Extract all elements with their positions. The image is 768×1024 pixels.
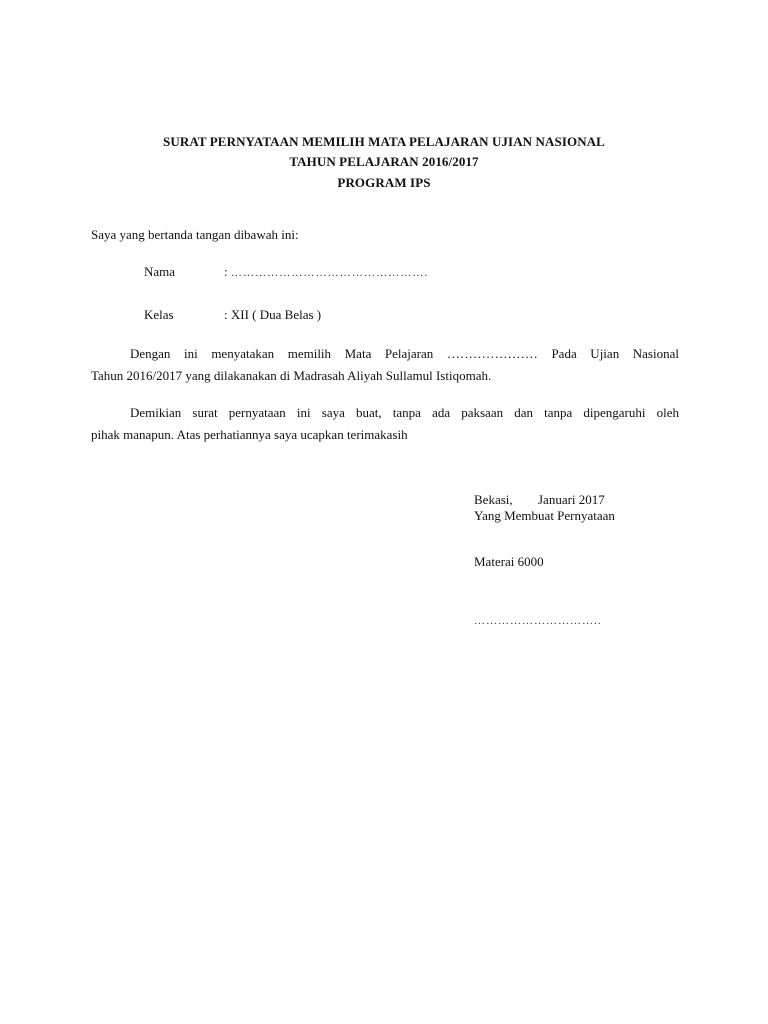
nama-label: Nama <box>144 264 176 279</box>
nama-value: …………………………………………. <box>230 267 429 279</box>
signature-name-line: ………………………….. <box>474 615 602 627</box>
paragraph-statement-line-1: Dengan ini menyatakan memilih Mata Pelajaran ………………… Pada Ujian Nasional <box>130 346 679 361</box>
title-line-3: PROGRAM IPS <box>337 175 431 190</box>
kelas-value: : XII ( Dua Belas ) <box>224 307 322 322</box>
signature-date: Januari 2017 <box>538 492 605 507</box>
nama-separator: : <box>224 264 228 279</box>
stamp-duty-label: Materai 6000 <box>474 554 544 569</box>
nama-field <box>224 264 428 280</box>
paragraph-closing <box>91 402 679 446</box>
paragraph-closing-line-2: pihak manapun. Atas perhatiannya saya ucapkan terimakasih <box>91 427 408 442</box>
kelas-label: Kelas <box>144 307 174 322</box>
intro-text: Saya yang bertanda tangan dibawah ini: <box>91 227 299 242</box>
signature-place: Bekasi, <box>474 492 513 507</box>
title-line-1: SURAT PERNYATAAN MEMILIH MATA PELAJARAN UJIAN NASIONAL <box>163 134 605 149</box>
paragraph-statement-line-2: Tahun 2016/2017 yang dilakanakan di Madrasah Aliyah Sullamul Istiqomah. <box>91 368 492 383</box>
paragraph-statement <box>91 343 679 387</box>
signature-title: Yang Membuat Pernyataan <box>474 508 615 523</box>
title-line-2: TAHUN PELAJARAN 2016/2017 <box>289 154 479 169</box>
paragraph-closing-line-1: Demikian surat pernyataan ini saya buat, tanpa ada paksaan dan tanpa dipengaruhi oleh <box>130 405 679 420</box>
